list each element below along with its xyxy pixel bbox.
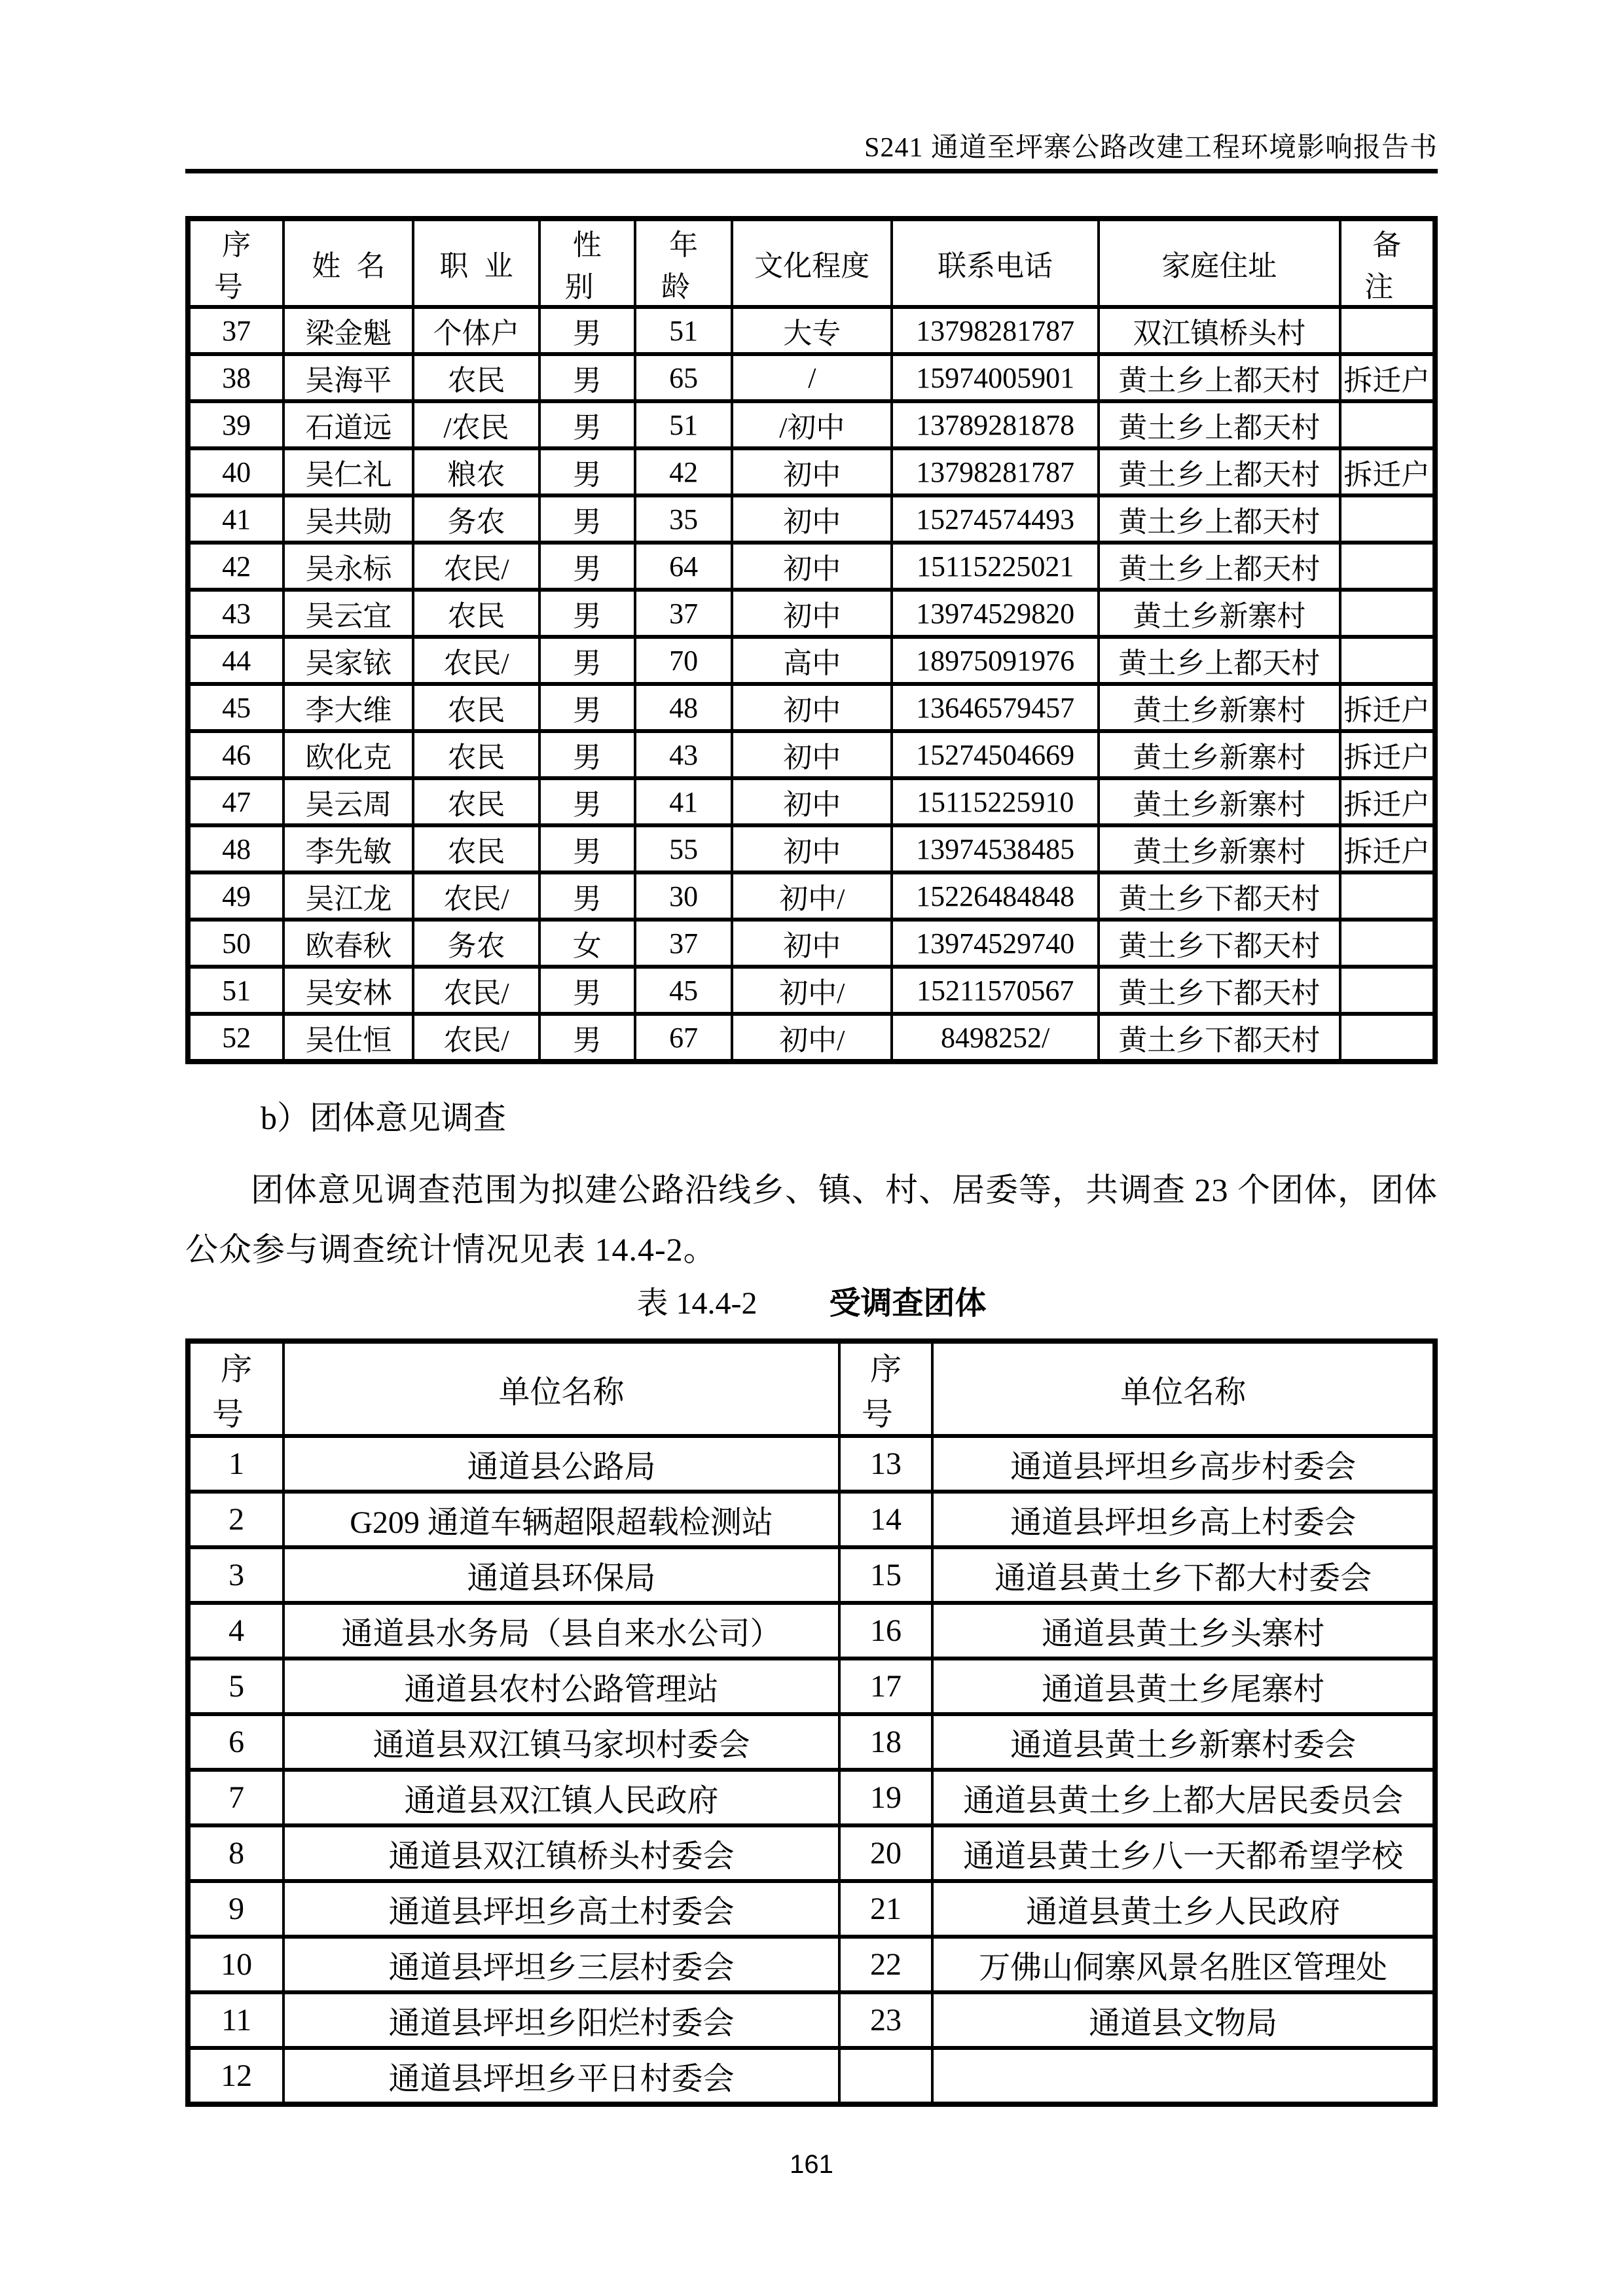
cell-index: 39 [188, 401, 283, 448]
cell-gender: 男 [539, 590, 635, 637]
group-row [188, 1547, 1435, 1603]
col-header-occupation: 职业 [413, 219, 539, 307]
cell-education: 初中/ [732, 967, 892, 1014]
cell-unit-right: 通道县黄土乡下都大村委会 [932, 1547, 1435, 1603]
cell-index-right: 14 [839, 1492, 932, 1547]
col-header-unit-left: 单位名称 [283, 1341, 839, 1436]
cell-phone: 13798281787 [892, 448, 1099, 495]
cell-index: 51 [188, 967, 283, 1014]
cell-phone: 15974005901 [892, 354, 1099, 401]
group-row [188, 1492, 1435, 1547]
cell-occupation: 粮农 [413, 448, 539, 495]
cell-occupation: 农民/ [413, 1014, 539, 1062]
group-row [188, 1992, 1435, 2048]
cell-index-right: 17 [839, 1659, 932, 1714]
cell-index-right: 22 [839, 1937, 932, 1992]
cell-age: 45 [635, 967, 732, 1014]
cell-address: 黄土乡上都天村 [1099, 637, 1340, 684]
group-row [188, 1603, 1435, 1659]
cell-name: 吴云宜 [283, 590, 413, 637]
cell-index-left: 8 [188, 1825, 283, 1881]
cell-phone: 13646579457 [892, 684, 1099, 731]
respondent-row [188, 684, 1435, 731]
respondent-row [188, 872, 1435, 920]
cell-gender: 男 [539, 731, 635, 778]
respondent-row [188, 543, 1435, 590]
cell-unit-left: 通道县双江镇桥头村委会 [283, 1825, 839, 1881]
col-header-phone: 联系电话 [892, 219, 1099, 307]
cell-name: 吴云周 [283, 778, 413, 825]
cell-unit-left: 通道县环保局 [283, 1547, 839, 1603]
col-header-name: 姓名 [283, 219, 413, 307]
cell-index: 37 [188, 307, 283, 354]
cell-age: 51 [635, 401, 732, 448]
respondent-row [188, 967, 1435, 1014]
cell-occupation: 个体户 [413, 307, 539, 354]
cell-index-left: 5 [188, 1659, 283, 1714]
cell-education: 大专 [732, 307, 892, 354]
cell-name: 欧春秋 [283, 920, 413, 967]
cell-education: 初中 [732, 543, 892, 590]
cell-address: 黄土乡新寨村 [1099, 590, 1340, 637]
cell-gender: 男 [539, 401, 635, 448]
cell-age: 41 [635, 778, 732, 825]
cell-phone: 13798281787 [892, 307, 1099, 354]
cell-gender: 男 [539, 637, 635, 684]
cell-age: 70 [635, 637, 732, 684]
respondent-row [188, 401, 1435, 448]
col-header-index-left: 序号 [188, 1341, 283, 1436]
cell-education: 初中/ [732, 872, 892, 920]
cell-unit-right: 通道县黄土乡头寨村 [932, 1603, 1435, 1659]
cell-unit-right: 通道县坪坦乡高步村委会 [932, 1436, 1435, 1492]
cell-index-left: 3 [188, 1547, 283, 1603]
cell-unit-left: 通道县公路局 [283, 1436, 839, 1492]
cell-address: 黄土乡下都天村 [1099, 967, 1340, 1014]
cell-gender: 男 [539, 354, 635, 401]
table-caption-title: 受调查团体 [829, 1286, 987, 1321]
cell-education: 初中 [732, 448, 892, 495]
cell-education: 初中/ [732, 1014, 892, 1062]
col-header-remark: 备注 [1340, 219, 1435, 307]
cell-index: 46 [188, 731, 283, 778]
cell-index: 40 [188, 448, 283, 495]
respondent-row [188, 590, 1435, 637]
cell-index: 43 [188, 590, 283, 637]
cell-education: 高中 [732, 637, 892, 684]
cell-age: 48 [635, 684, 732, 731]
cell-address: 黄土乡上都天村 [1099, 543, 1340, 590]
cell-index-left: 12 [188, 2048, 283, 2104]
cell-unit-left: 通道县坪坦乡三层村委会 [283, 1937, 839, 1992]
cell-remark: 拆迁户 [1340, 825, 1435, 872]
respondent-row [188, 448, 1435, 495]
cell-occupation: 农民/ [413, 967, 539, 1014]
col-header-age: 年龄 [635, 219, 732, 307]
cell-index: 42 [188, 543, 283, 590]
page-header-title: S241 通道至坪寨公路改建工程环境影响报告书 [864, 133, 1438, 163]
cell-name: 吴共勋 [283, 495, 413, 543]
cell-address: 黄土乡新寨村 [1099, 684, 1340, 731]
cell-remark [1340, 401, 1435, 448]
cell-phone: 13974538485 [892, 825, 1099, 872]
cell-index: 50 [188, 920, 283, 967]
col-header-unit-right: 单位名称 [932, 1341, 1435, 1436]
cell-age: 37 [635, 590, 732, 637]
cell-occupation: 务农 [413, 495, 539, 543]
cell-index-left: 1 [188, 1436, 283, 1492]
group-row [188, 1825, 1435, 1881]
cell-index-right: 18 [839, 1714, 932, 1770]
cell-index-left: 6 [188, 1714, 283, 1770]
group-row [188, 1436, 1435, 1492]
cell-unit-left: 通道县双江镇人民政府 [283, 1770, 839, 1825]
cell-age: 51 [635, 307, 732, 354]
respondent-row [188, 825, 1435, 872]
cell-remark [1340, 967, 1435, 1014]
cell-unit-right: 通道县黄土乡八一天都希望学校 [932, 1825, 1435, 1881]
cell-index-left: 2 [188, 1492, 283, 1547]
cell-unit-left: 通道县双江镇马家坝村委会 [283, 1714, 839, 1770]
cell-occupation: 农民 [413, 684, 539, 731]
cell-occupation: 农民 [413, 590, 539, 637]
cell-address: 黄土乡下都天村 [1099, 920, 1340, 967]
cell-index-left: 10 [188, 1937, 283, 1992]
cell-unit-left: 通道县坪坦乡平日村委会 [283, 2048, 839, 2104]
cell-unit-right: 通道县坪坦乡高上村委会 [932, 1492, 1435, 1547]
respondent-row [188, 637, 1435, 684]
cell-unit-left: 通道县水务局（县自来水公司） [283, 1603, 839, 1659]
cell-education: 初中 [732, 590, 892, 637]
cell-remark: 拆迁户 [1340, 354, 1435, 401]
cell-phone: 13789281878 [892, 401, 1099, 448]
col-header-address: 家庭住址 [1099, 219, 1340, 307]
cell-address: 黄土乡新寨村 [1099, 825, 1340, 872]
cell-index: 44 [188, 637, 283, 684]
cell-occupation: 农民 [413, 354, 539, 401]
cell-unit-right: 通道县黄土乡新寨村委会 [932, 1714, 1435, 1770]
respondent-row [188, 1014, 1435, 1062]
cell-phone: 15274574493 [892, 495, 1099, 543]
cell-name: 吴仕恒 [283, 1014, 413, 1062]
group-row [188, 1714, 1435, 1770]
cell-index: 45 [188, 684, 283, 731]
cell-phone: 18975091976 [892, 637, 1099, 684]
cell-index: 41 [188, 495, 283, 543]
cell-remark: 拆迁户 [1340, 731, 1435, 778]
paragraph-line-1: 团体意见调查范围为拟建公路沿线乡、镇、村、居委等，共调查 23 个团体，团体 [251, 1172, 1438, 1208]
table-caption-label: 表 14.4-2 [636, 1286, 757, 1321]
cell-age: 30 [635, 872, 732, 920]
cell-index: 38 [188, 354, 283, 401]
col-header-education: 文化程度 [732, 219, 892, 307]
cell-name: 石道远 [283, 401, 413, 448]
col-header-gender: 性别 [539, 219, 635, 307]
groups-header-row [188, 1341, 1435, 1436]
group-row [188, 1659, 1435, 1714]
cell-name: 李大维 [283, 684, 413, 731]
cell-gender: 男 [539, 543, 635, 590]
group-row [188, 2048, 1435, 2104]
cell-address: 黄土乡下都天村 [1099, 872, 1340, 920]
cell-remark: 拆迁户 [1340, 448, 1435, 495]
cell-occupation: 农民 [413, 731, 539, 778]
cell-remark [1340, 1014, 1435, 1062]
section-heading: b）团体意见调查 [261, 1100, 506, 1136]
cell-index-left: 11 [188, 1992, 283, 2048]
cell-gender: 男 [539, 684, 635, 731]
cell-phone: 15226484848 [892, 872, 1099, 920]
cell-education: /初中 [732, 401, 892, 448]
cell-phone: 8498252/ [892, 1014, 1099, 1062]
respondent-row [188, 920, 1435, 967]
cell-education: 初中 [732, 778, 892, 825]
cell-index-right: 19 [839, 1770, 932, 1825]
cell-name: 吴仁礼 [283, 448, 413, 495]
cell-index-right: 20 [839, 1825, 932, 1881]
cell-name: 吴海平 [283, 354, 413, 401]
cell-remark: 拆迁户 [1340, 684, 1435, 731]
respondent-row [188, 731, 1435, 778]
cell-remark [1340, 543, 1435, 590]
cell-unit-right: 通道县黄土乡尾寨村 [932, 1659, 1435, 1714]
cell-name: 吴家铱 [283, 637, 413, 684]
cell-unit-right: 通道县文物局 [932, 1992, 1435, 2048]
cell-name: 李先敏 [283, 825, 413, 872]
cell-remark [1340, 637, 1435, 684]
cell-index: 52 [188, 1014, 283, 1062]
cell-age: 35 [635, 495, 732, 543]
cell-phone: 13974529740 [892, 920, 1099, 967]
surveyed-groups-table [185, 1338, 1438, 2107]
cell-occupation: 农民 [413, 778, 539, 825]
cell-unit-right: 通道县黄土乡上都大居民委员会 [932, 1770, 1435, 1825]
cell-unit-left: G209 通道车辆超限超载检测站 [283, 1492, 839, 1547]
cell-unit-right [932, 2048, 1435, 2104]
respondent-row [188, 778, 1435, 825]
cell-name: 梁金魁 [283, 307, 413, 354]
cell-index: 47 [188, 778, 283, 825]
cell-index-left: 7 [188, 1770, 283, 1825]
cell-gender: 男 [539, 307, 635, 354]
cell-occupation: 农民/ [413, 872, 539, 920]
cell-address: 黄土乡上都天村 [1099, 448, 1340, 495]
cell-remark [1340, 495, 1435, 543]
cell-name: 吴永标 [283, 543, 413, 590]
paragraph-line-2: 公众参与调查统计情况见表 14.4-2。 [185, 1231, 717, 1268]
cell-phone: 15115225910 [892, 778, 1099, 825]
cell-remark [1340, 590, 1435, 637]
cell-phone: 15211570567 [892, 967, 1099, 1014]
col-header-index: 序号 [188, 219, 283, 307]
cell-remark [1340, 872, 1435, 920]
group-row [188, 1770, 1435, 1825]
cell-index-right: 13 [839, 1436, 932, 1492]
cell-remark [1340, 920, 1435, 967]
page-number: 161 [790, 2150, 833, 2179]
group-row [188, 1937, 1435, 1992]
cell-education: / [732, 354, 892, 401]
cell-education: 初中 [732, 684, 892, 731]
cell-age: 65 [635, 354, 732, 401]
cell-index-left: 4 [188, 1603, 283, 1659]
cell-education: 初中 [732, 731, 892, 778]
respondent-row [188, 495, 1435, 543]
cell-gender: 男 [539, 967, 635, 1014]
cell-name: 吴安林 [283, 967, 413, 1014]
cell-index-right: 21 [839, 1881, 932, 1937]
cell-age: 64 [635, 543, 732, 590]
cell-gender: 男 [539, 495, 635, 543]
cell-index-right: 23 [839, 1992, 932, 2048]
cell-education: 初中 [732, 825, 892, 872]
cell-address: 黄土乡上都天村 [1099, 401, 1340, 448]
cell-gender: 男 [539, 1014, 635, 1062]
cell-address: 黄土乡新寨村 [1099, 731, 1340, 778]
cell-index: 49 [188, 872, 283, 920]
cell-address: 双江镇桥头村 [1099, 307, 1340, 354]
cell-phone: 15115225021 [892, 543, 1099, 590]
cell-age: 37 [635, 920, 732, 967]
cell-index-right: 15 [839, 1547, 932, 1603]
cell-unit-left: 通道县农村公路管理站 [283, 1659, 839, 1714]
table-caption [185, 1278, 1438, 1323]
cell-name: 吴江龙 [283, 872, 413, 920]
cell-gender: 男 [539, 825, 635, 872]
cell-remark: 拆迁户 [1340, 778, 1435, 825]
cell-gender: 男 [539, 778, 635, 825]
respondents-table [185, 216, 1438, 1064]
cell-index-left: 9 [188, 1881, 283, 1937]
respondent-row [188, 354, 1435, 401]
cell-name: 欧化克 [283, 731, 413, 778]
cell-index: 48 [188, 825, 283, 872]
cell-remark [1340, 307, 1435, 354]
cell-occupation: /农民 [413, 401, 539, 448]
cell-occupation: 务农 [413, 920, 539, 967]
cell-unit-right: 通道县黄土乡人民政府 [932, 1881, 1435, 1937]
cell-unit-left: 通道县坪坦乡阳烂村委会 [283, 1992, 839, 2048]
cell-unit-right: 万佛山侗寨风景名胜区管理处 [932, 1937, 1435, 1992]
cell-address: 黄土乡新寨村 [1099, 778, 1340, 825]
cell-gender: 女 [539, 920, 635, 967]
cell-occupation: 农民/ [413, 637, 539, 684]
cell-address: 黄土乡上都天村 [1099, 354, 1340, 401]
cell-phone: 13974529820 [892, 590, 1099, 637]
cell-education: 初中 [732, 495, 892, 543]
header-rule [185, 169, 1438, 173]
respondent-row [188, 307, 1435, 354]
respondents-header-row [188, 219, 1435, 307]
cell-unit-left: 通道县坪坦乡高土村委会 [283, 1881, 839, 1937]
group-row [188, 1881, 1435, 1937]
cell-age: 55 [635, 825, 732, 872]
cell-age: 67 [635, 1014, 732, 1062]
cell-age: 43 [635, 731, 732, 778]
cell-index-right: 16 [839, 1603, 932, 1659]
cell-phone: 15274504669 [892, 731, 1099, 778]
cell-gender: 男 [539, 872, 635, 920]
col-header-index-right: 序号 [839, 1341, 932, 1436]
cell-age: 42 [635, 448, 732, 495]
cell-address: 黄土乡上都天村 [1099, 495, 1340, 543]
cell-education: 初中 [732, 920, 892, 967]
cell-address: 黄土乡下都天村 [1099, 1014, 1340, 1062]
cell-occupation: 农民 [413, 825, 539, 872]
cell-gender: 男 [539, 448, 635, 495]
cell-occupation: 农民/ [413, 543, 539, 590]
cell-index-right [839, 2048, 932, 2104]
